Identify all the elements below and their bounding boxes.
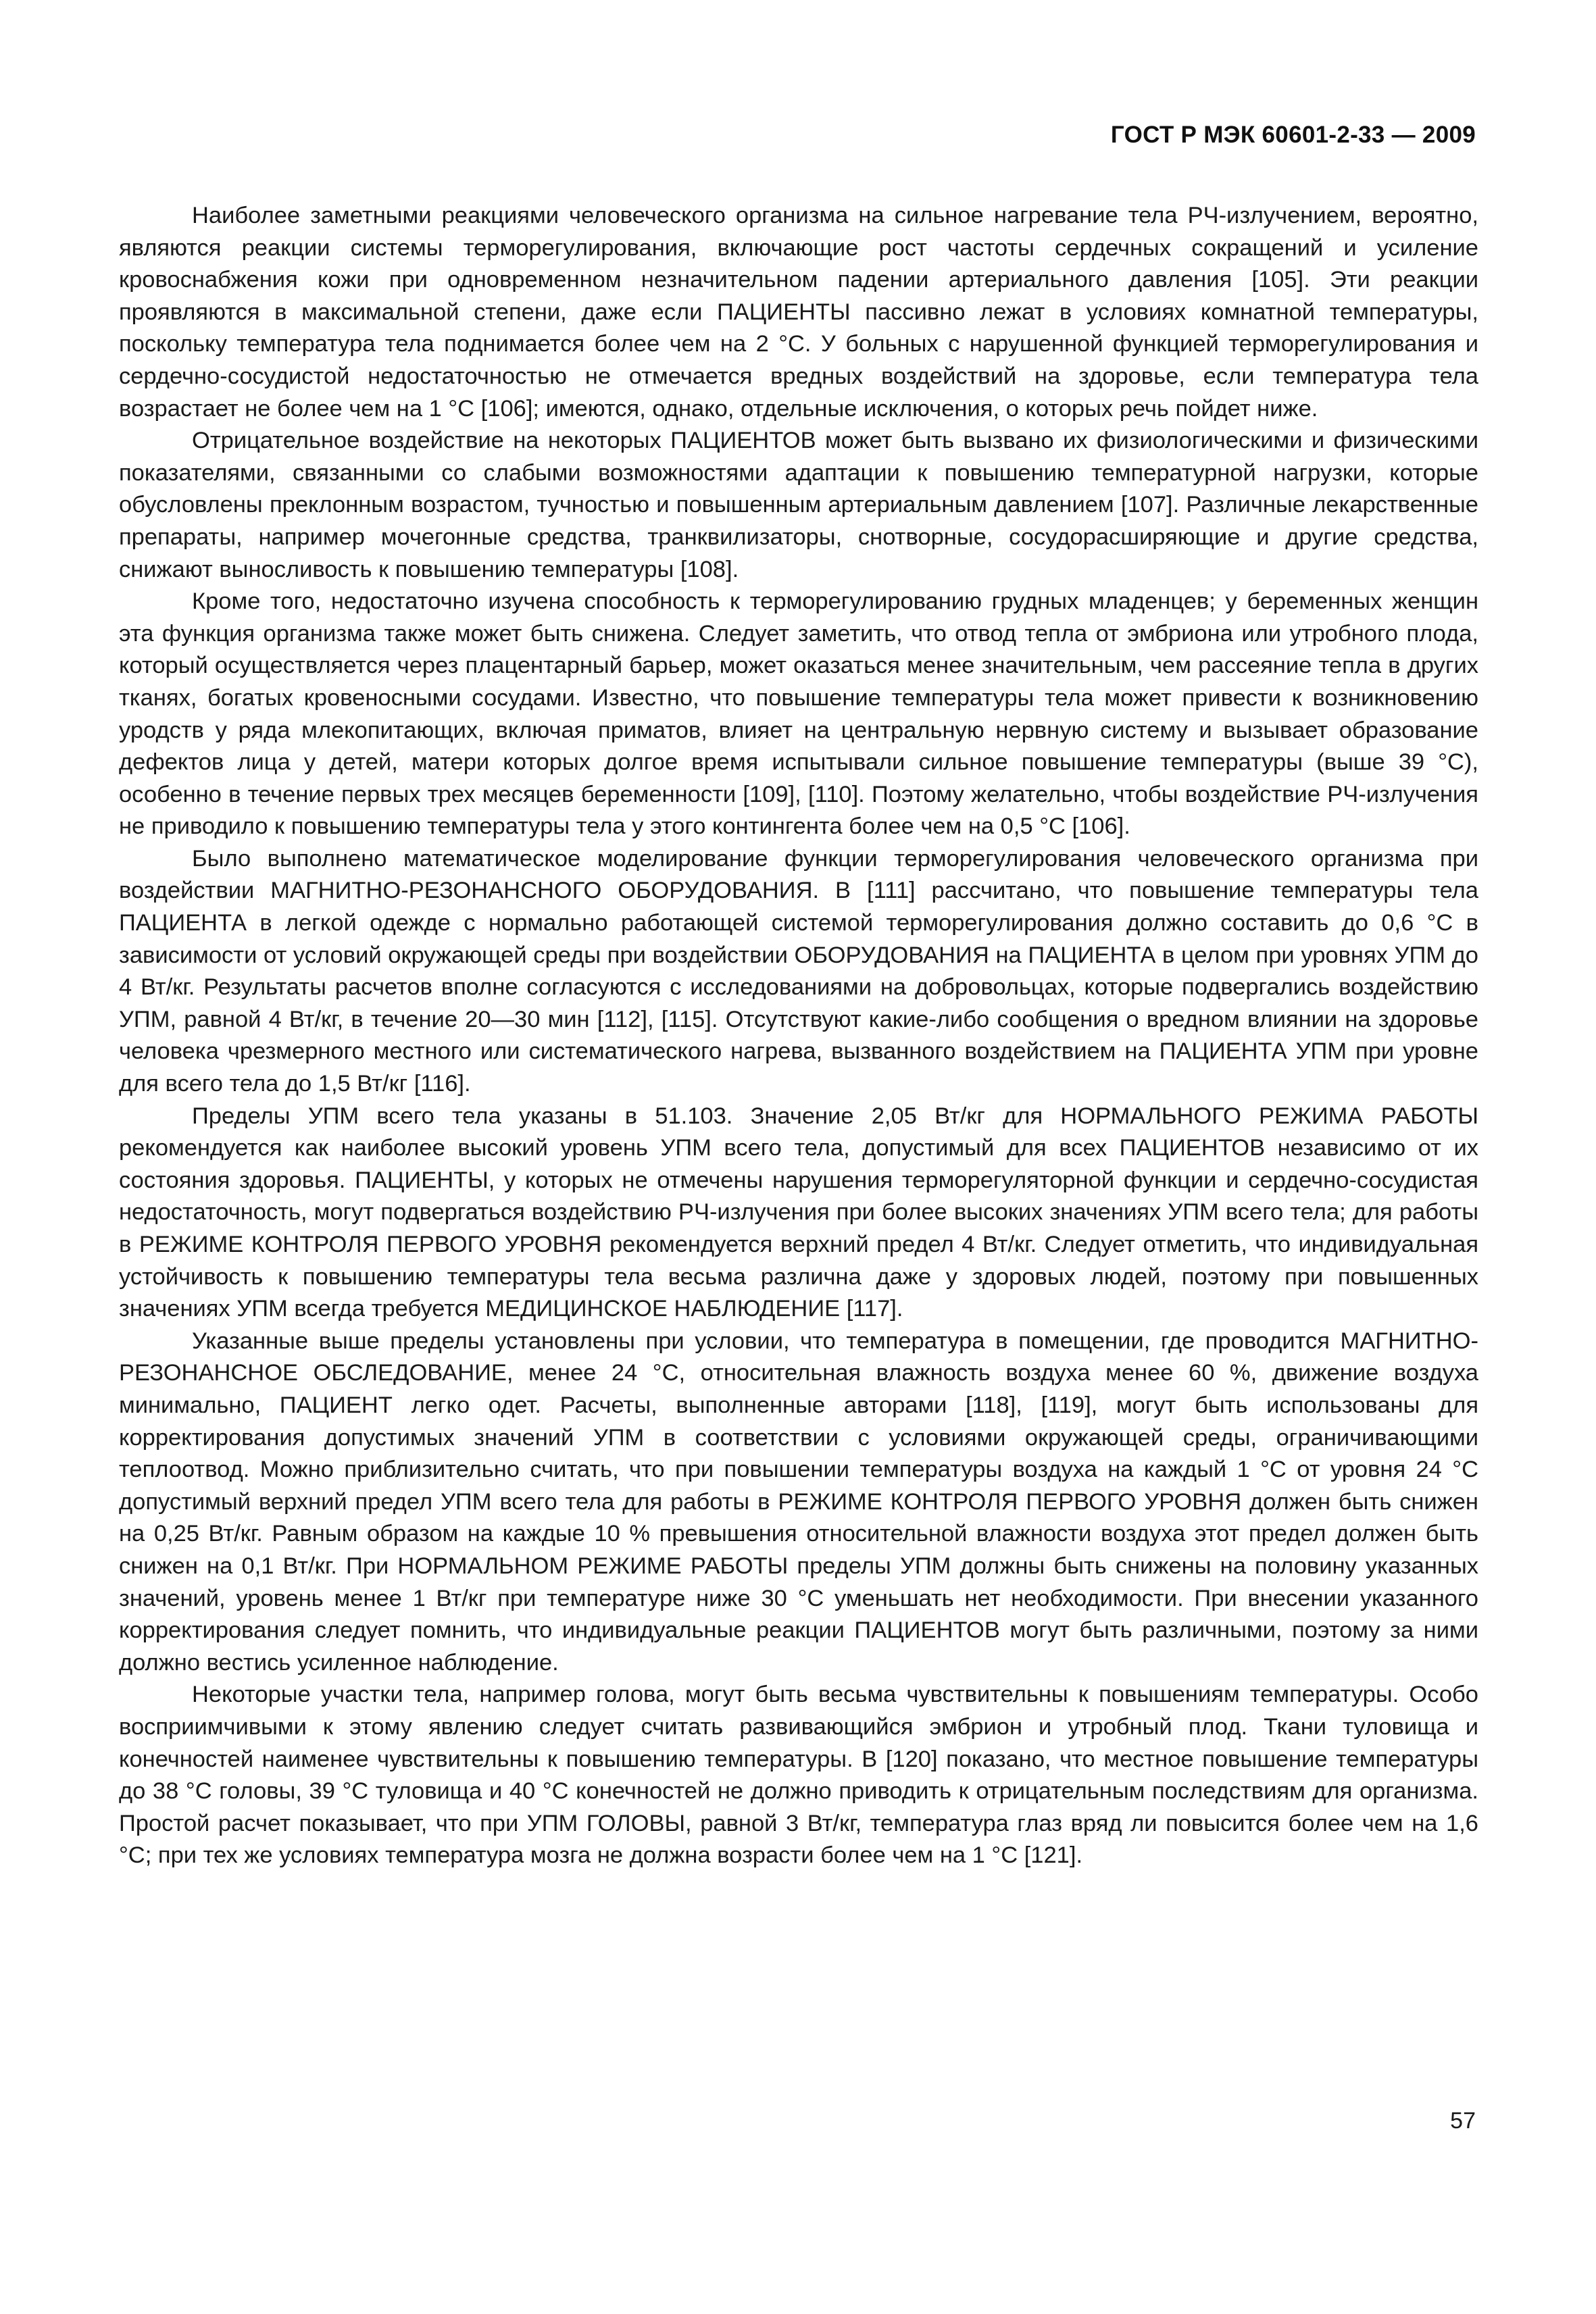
- paragraph: Некоторые участки тела, например голова, могут быть весьма чувствительны к повышениям температуры. Особо восприимчивыми к этому явлению следует считать развивающийся эмбрион и утробный плод. Ткани туловища и конечностей наименее чувствительны к повышению температуры. В [120] показано, что местное повышение температуры до 38 °С головы, 39 °С туловища и 40 °С конечностей не должно приводить к отрицательным последствиям для организма. Простой расчет показывает, что при УПМ ГОЛОВЫ, равной 3 Вт/кг, температура глаз вряд ли повысится более чем на 1,6 °С; при тех же условиях температура мозга не должна возрасти более чем на 1 °С [121].: [119, 1682, 1478, 1869]
- paragraph: Указанные выше пределы установлены при условии, что температура в помещении, где проводится МАГНИТНО-РЕЗОНАНСНОЕ ОБСЛЕДОВАНИЕ, менее 24 °С, относительная влажность воздуха менее 60 %, движение воздуха минимально, ПАЦИЕНТ легко одет. Расчеты, выполненные авторами [118], [119], могут быть использованы для корректирования допустимых значений УПМ в соответствии с условиями окружающей среды, ограничивающими теплоотвод. Можно приблизительно считать, что при повышении температуры воздуха на каждый 1 °С от уровня 24 °С допустимый верхний предел УПМ всего тела для работы в РЕЖИМЕ КОНТРОЛЯ ПЕРВОГО УРОВНЯ должен быть снижен на 0,25 Вт/кг. Равным образом на каждые 10 % превышения относительной влажности воздуха этот предел должен быть снижен на 0,1 Вт/кг. При НОРМАЛЬНОМ РЕЖИМЕ РАБОТЫ пределы УПМ должны быть снижены на половину указанных значений, уровень менее 1 Вт/кг при температуре ниже 30 °С уменьшать нет необходимости. При внесении указанного корректирования следует помнить, что индивидуальные реакции ПАЦИЕНТОВ могут быть различными, поэтому за ними должно вестись усиленное наблюдение.: [119, 1328, 1478, 1676]
- page-number: 57: [1450, 2108, 1476, 2134]
- paragraph: Было выполнено математическое моделирование функции терморегулирования человеческого организма при воздействии МАГНИТНО-РЕЗОНАНСНОГО ОБОРУДОВАНИЯ. В [111] рассчитано, что повышение температуры тела ПАЦИЕНТА в легкой одежде с нормально работающей системой терморегулирования должно составить до 0,6 °С в зависимости от условий окружающей среды при воздействии ОБОРУДОВАНИЯ на ПАЦИЕНТА в целом при уровнях УПМ до 4 Вт/кг. Результаты расчетов вполне согласуются с исследованиями на добровольцах, которые подвергались воздействию УПМ, равной 4 Вт/кг, в течение 20—30 мин [112], [115]. Отсутствуют какие-либо сообщения о вредном влиянии на здоровье человека чрезмерного местного или систематического нагрева, вызванного воздействием на ПАЦИЕНТА УПМ при уровне для всего тела до 1,5 Вт/кг [116].: [119, 845, 1478, 1097]
- paragraph: Кроме того, недостаточно изучена способность к терморегулированию грудных младенцев; у беременных женщин эта функция организма также может быть снижена. Следует заметить, что отвод тепла от эмбриона или утробного плода, который осуществляется через плацентарный барьер, может оказаться менее значительным, чем рассеяние тепла в других тканях, богатых кровеносными сосудами. Известно, что повышение температуры тела может привести к возникновению уродств у ряда млекопитающих, включая приматов, влияет на центральную нервную систему и вызывает образование дефектов лица у детей, матери которых долгое время испытывали сильное повышение температуры (выше 39 °С), особенно в течение первых трех месяцев беременности [109], [110]. Поэтому желательно, чтобы воздействие РЧ-излучения не приводило к повышению температуры тела у этого контингента более чем на 0,5 °С [106].: [119, 588, 1478, 840]
- paragraph: Отрицательное воздействие на некоторых ПАЦИЕНТОВ может быть вызвано их физиологическими и физическими показателями, связанными со слабыми возможностями адаптации к повышению температурной нагрузки, которые обусловлены преклонным возрастом, тучностью и повышенным артериальным давлением [107]. Различные лекарственные препараты, например мочегонные средства, транквилизаторы, снотворные, сосудорасширяющие и другие средства, снижают выносливость к повышению температуры [108].: [119, 428, 1478, 582]
- standard-designation-header: ГОСТ Р МЭК 60601-2-33 — 2009: [1110, 122, 1476, 148]
- paragraph: Наиболее заметными реакциями человеческого организма на сильное нагревание тела РЧ-излучением, вероятно, являются реакции системы терморегулирования, включающие рост частоты сердечных сокращений и усиление кровоснабжения кожи при одновременном незначительном падении артериального давления [105]. Эти реакции проявляются в максимальной степени, даже если ПАЦИЕНТЫ пассивно лежат в условиях комнатной температуры, поскольку температура тела поднимается более чем на 2 °С. У больных с нарушенной функцией терморегулирования и сердечно-сосудистой недостаточностью не отмечается вредных воздействий на здоровье, если температура тела возрастает не более чем на 1 °С [106]; имеются, однако, отдельные исключения, о которых речь пойдет ниже.: [119, 203, 1478, 422]
- document-body: [119, 200, 1478, 1872]
- paragraph: Пределы УПМ всего тела указаны в 51.103. Значение 2,05 Вт/кг для НОРМАЛЬНОГО РЕЖИМА РАБОТЫ рекомендуется как наиболее высокий уровень УПМ всего тела, допустимый для всех ПАЦИЕНТОВ независимо от их состояния здоровья. ПАЦИЕНТЫ, у которых не отмечены нарушения терморегуляторной функции и сердечно-сосудистая недостаточность, могут подвергаться воздействию РЧ-излучения при более высоких значениях УПМ всего тела; для работы в РЕЖИМЕ КОНТРОЛЯ ПЕРВОГО УРОВНЯ рекомендуется верхний предел 4 Вт/кг. Следует отметить, что индивидуальная устойчивость к повышению температуры тела весьма различна даже у здоровых людей, поэтому при повышенных значениях УПМ всегда требуется МЕДИЦИНСКОЕ НАБЛЮДЕНИЕ [117].: [119, 1103, 1478, 1322]
